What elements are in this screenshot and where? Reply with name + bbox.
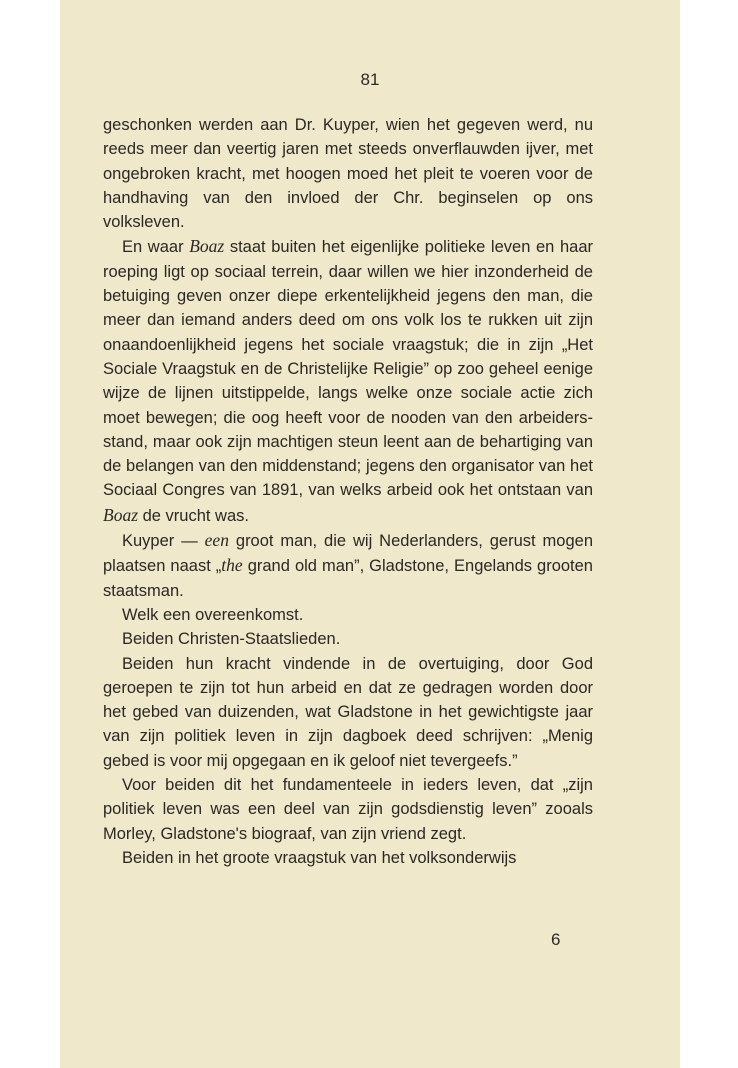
paragraph xyxy=(103,528,593,603)
italic-emphasis: een xyxy=(204,530,229,551)
text-run: de vrucht was. xyxy=(138,506,249,525)
page-number: 81 xyxy=(360,70,380,89)
text-run: Voor beiden dit het fundamenteele in ieders leven, dat „zijn politiek leven was een deel van zijn godsdienstig leven” zooals Morley, Gladstone's biograaf, van zijn vriend zegt. xyxy=(103,776,593,843)
paragraph xyxy=(103,652,593,773)
text-run: staat buiten het eigenlijke politieke leven en haar roeping ligt op sociaal terrein, daar willen we hier inzonderheid de betuiging geven onzer diepe erkentelijkheid jegens den man, die meer dan iemand anders deed om ons volk los te rukken uit zijn onaandoenlijkheid jegens het sociale vraagstuk; die in zijn „Het Sociale Vraagstuk en de Christelijke Religie” op zoo geheel eenige wijze de lijnen uitstippelde, langs welke onze sociale actie zich moet bewegen; die oog heeft voor de nooden van den arbeidersstand, maar ook zijn machtigen steun leent aan de behartiging van de belangen van den middenstand; jegens den organisator van het Sociaal Congres van 1891, van welks arbeid ook het ontstaan van xyxy=(103,238,593,500)
paragraph xyxy=(103,773,593,846)
text-run: Kuyper — xyxy=(122,532,205,551)
text-run: groot man, die wij Nederlanders, gerust mogen plaatsen naast „ xyxy=(103,532,593,576)
text-run: Beiden Christen-Staatslieden. xyxy=(122,630,341,649)
italic-title: Boaz xyxy=(189,236,225,257)
text-run: En waar xyxy=(122,238,190,257)
text-run: geschonken werden aan Dr. Kuyper, wien het gegeven werd, nu reeds meer dan veertig jaren met steeds onverflauwden ijver, met ongebroken kracht, met hoogen moed het pleit te voeren voor de handhaving van den invloed der Chr. beginselen op ons volksleven. xyxy=(103,116,593,232)
paragraph xyxy=(103,846,593,870)
paragraph xyxy=(103,603,593,627)
body-text xyxy=(103,113,593,870)
paragraph xyxy=(103,627,593,651)
text-run: Welk een overeenkomst. xyxy=(122,605,304,624)
paragraph xyxy=(103,234,593,528)
book-page xyxy=(60,0,680,1068)
signature-mark: 6 xyxy=(551,930,561,949)
paragraph xyxy=(103,113,593,234)
text-run: Beiden in het groote vraagstuk van het volksonderwijs xyxy=(122,848,517,867)
text-run: Beiden hun kracht vindende in de overtuiging, door God geroepen te zijn tot hun arbeid en dat ze gedragen worden door het gebed van duizenden, wat Gladstone in het gewichtigste jaar van zijn politiek leven in zijn dagboek deed schrijven: „Menig gebed is voor mij opgegaan en ik geloof niet tevergeefs.” xyxy=(103,654,593,770)
text-run: grand old man”, Gladstone, Engelands grooten staatsman. xyxy=(103,557,593,600)
italic-emphasis: the xyxy=(221,555,243,576)
italic-title: Boaz xyxy=(103,504,138,525)
